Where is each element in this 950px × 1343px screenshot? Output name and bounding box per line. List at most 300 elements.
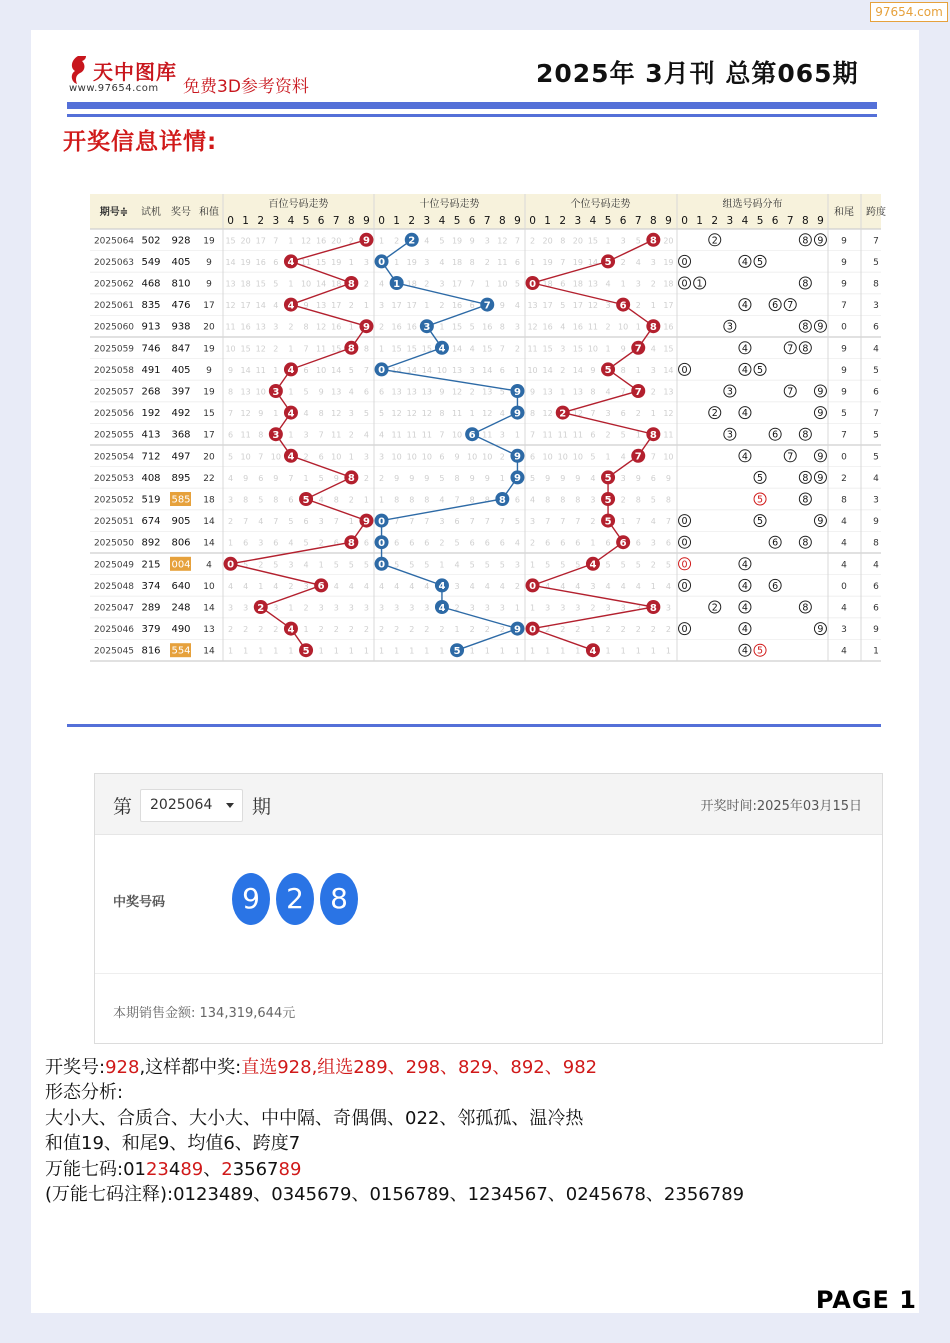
omission-count: 4 [409, 581, 415, 591]
omission-count: 1 [288, 344, 294, 354]
sales-amount: 本期销售金额: 134,319,644元 [113, 1006, 296, 1021]
cell-test: 491 [141, 364, 161, 376]
group-digit: 0 [681, 516, 688, 528]
omission-count: 5 [499, 560, 505, 570]
omission-count: 2 [228, 625, 234, 635]
omission-count: 6 [228, 430, 234, 440]
omission-count: 1 [273, 646, 279, 656]
cell-test: 892 [141, 537, 161, 549]
omission-count: 13 [331, 387, 342, 397]
omission-count: 4 [590, 473, 596, 483]
omission-count: 11 [316, 344, 327, 354]
trend-ball-digit: 5 [604, 494, 612, 506]
omission-count: 13 [572, 387, 583, 397]
omission-count: 2 [590, 603, 596, 613]
cell-span: 7 [873, 409, 879, 420]
omission-count: 17 [572, 301, 583, 311]
omission-count: 5 [318, 473, 324, 483]
group-digit: 0 [681, 256, 688, 268]
omission-count: 3 [454, 581, 460, 591]
cell-sum: 9 [206, 257, 212, 268]
omission-count: 3 [348, 409, 354, 419]
group-digit: 7 [787, 300, 794, 312]
omission-count: 4 [635, 581, 641, 591]
digit-header: 6 [771, 215, 779, 227]
omission-count: 4 [499, 581, 505, 591]
trend-ball-digit: 4 [438, 602, 446, 614]
omission-count: 1 [424, 646, 430, 656]
omission-count: 10 [557, 452, 568, 462]
group-digit: 9 [817, 235, 824, 247]
omission-count: 3 [605, 409, 611, 419]
cell-issue: 2025053 [93, 473, 135, 484]
omission-count: 2 [514, 344, 520, 354]
omission-count: 16 [542, 322, 553, 332]
omission-count: 17 [406, 301, 417, 311]
cell-sum: 4 [206, 560, 212, 571]
omission-count: 2 [635, 301, 641, 311]
panel-header [95, 774, 882, 835]
omission-count: 6 [243, 538, 249, 548]
omission-count: 1 [469, 409, 475, 419]
omission-count: 20 [240, 236, 251, 246]
omission-count: 5 [273, 560, 279, 570]
omission-count: 9 [469, 473, 475, 483]
omission-count: 6 [499, 365, 505, 375]
omission-count: 1 [273, 409, 279, 419]
omission-count: 1 [635, 365, 641, 375]
omission-count: 2 [545, 625, 551, 635]
cell-tail: 0 [841, 452, 847, 463]
group-digit: 0 [681, 580, 688, 592]
omission-count: 2 [590, 517, 596, 527]
omission-count: 1 [484, 646, 490, 656]
cell-draw: 905 [171, 516, 191, 528]
omission-count: 3 [424, 603, 430, 613]
omission-count: 12 [587, 301, 599, 311]
omission-count: 16 [391, 322, 402, 332]
omission-count: 3 [333, 603, 339, 613]
omission-count: 2 [243, 625, 249, 635]
omission-count: 4 [379, 430, 385, 440]
omission-count: 4 [303, 560, 309, 570]
cell-test: 379 [141, 624, 161, 636]
cell-span: 1 [873, 646, 879, 657]
omission-count: 13 [527, 301, 538, 311]
omission-count: 1 [288, 646, 294, 656]
omission-count: 3 [514, 322, 520, 332]
trend-ball-digit: 2 [408, 235, 416, 247]
omission-count: 12 [406, 409, 417, 419]
trend-ball-digit: 7 [634, 451, 642, 463]
digit-header: 5 [302, 215, 310, 227]
trend-ball-digit: 0 [529, 581, 537, 593]
omission-count: 11 [255, 365, 266, 375]
omission-count: 1 [288, 387, 294, 397]
cell-span: 5 [873, 365, 879, 376]
omission-count: 1 [363, 495, 369, 505]
omission-count: 1 [318, 560, 324, 570]
cell-sum: 9 [206, 279, 212, 290]
omission-count: 2 [303, 452, 309, 462]
omission-count: 8 [318, 409, 324, 419]
omission-count: 19 [240, 257, 251, 267]
omission-count: 17 [240, 301, 251, 311]
omission-count: 8 [665, 495, 671, 505]
omission-count: 1 [379, 344, 385, 354]
omission-count: 6 [560, 279, 566, 289]
digit-header: 2 [711, 215, 719, 227]
omission-count: 10 [482, 452, 493, 462]
column-header-span: 跨度 [866, 207, 886, 218]
digit-header: 4 [438, 215, 446, 227]
cell-tail: 8 [841, 495, 847, 506]
omission-count: 15 [391, 344, 402, 354]
cell-tail: 7 [841, 301, 847, 312]
omission-count: 16 [451, 301, 463, 311]
group-digit: 4 [741, 559, 748, 571]
section-divider [67, 724, 881, 727]
omission-count: 16 [663, 322, 674, 332]
winning-ball: 2 [276, 873, 314, 925]
omission-count: 12 [225, 301, 236, 311]
omission-count: 7 [620, 387, 626, 397]
omission-count: 16 [316, 236, 327, 246]
omission-count: 6 [424, 538, 430, 548]
omission-count: 11 [663, 430, 674, 440]
group-digit: 0 [681, 537, 688, 549]
omission-count: 6 [273, 257, 279, 267]
group-digit: 9 [817, 386, 824, 398]
cell-test: 674 [141, 516, 161, 528]
omission-count: 2 [303, 603, 309, 613]
omission-count: 4 [605, 581, 611, 591]
omission-count: 2 [348, 495, 354, 505]
cell-issue: 2025063 [93, 257, 135, 268]
digit-header: 8 [499, 215, 506, 227]
omission-count: 1 [605, 344, 611, 354]
cell-sum: 17 [203, 430, 215, 441]
group-digit: 2 [711, 235, 718, 247]
omission-count: 3 [665, 603, 671, 613]
omission-count: 5 [439, 236, 445, 246]
omission-count: 1 [560, 646, 566, 656]
omission-count: 3 [590, 495, 596, 505]
trend-ball-digit: 4 [438, 343, 446, 355]
omission-count: 1 [635, 430, 641, 440]
omission-count: 14 [225, 257, 236, 267]
trend-ball-digit: 5 [453, 646, 461, 657]
trend-ball-digit: 9 [513, 408, 521, 420]
cell-test: 413 [141, 429, 161, 441]
group-digit: 3 [726, 429, 733, 441]
omission-count: 1 [575, 646, 581, 656]
omission-count: 9 [439, 387, 445, 397]
omission-count: 5 [469, 560, 475, 570]
cell-span: 6 [873, 322, 879, 333]
omission-count: 13 [663, 387, 674, 397]
omission-count: 3 [439, 517, 445, 527]
omission-count: 14 [255, 301, 266, 311]
omission-count: 4 [650, 517, 656, 527]
omission-count: 1 [258, 581, 264, 591]
omission-count: 2 [484, 625, 490, 635]
omission-count: 5 [620, 430, 626, 440]
omission-count: 1 [514, 646, 520, 656]
omission-count: 17 [391, 301, 402, 311]
omission-count: 10 [587, 344, 599, 354]
trend-ball-digit: 8 [347, 473, 355, 485]
trend-ball-digit: 5 [302, 494, 310, 506]
trend-ball-digit: 0 [227, 559, 235, 571]
omission-count: 8 [228, 387, 234, 397]
omission-count: 2 [499, 452, 505, 462]
cell-draw: 405 [171, 364, 191, 376]
omission-count: 2 [409, 625, 415, 635]
cell-draw: 397 [171, 386, 191, 398]
omission-count: 4 [303, 409, 309, 419]
group-digit: 8 [802, 429, 809, 441]
code-part-hit: 23 [145, 1158, 169, 1180]
omission-count: 4 [379, 279, 385, 289]
omission-count: 10 [451, 430, 463, 440]
trend-ball-digit: 9 [513, 451, 521, 463]
omission-count: 14 [542, 365, 553, 375]
omission-count: 13 [482, 387, 493, 397]
cell-test: 268 [141, 386, 161, 398]
omission-count: 8 [394, 495, 400, 505]
code-part: 4 [168, 1158, 181, 1180]
section-header: 组选号码分布 [722, 199, 783, 210]
omission-count: 2 [469, 387, 475, 397]
omission-count: 12 [482, 409, 493, 419]
omission-count: 4 [424, 581, 430, 591]
omission-count: 5 [228, 452, 234, 462]
omission-count: 14 [391, 365, 402, 375]
omission-count: 16 [331, 322, 342, 332]
omission-count: 2 [348, 430, 354, 440]
omission-count: 2 [348, 236, 354, 246]
omission-count: 1 [590, 538, 596, 548]
omission-count: 5 [454, 538, 460, 548]
omission-count: 4 [545, 581, 551, 591]
digit-header: 6 [317, 215, 325, 227]
section-header: 百位号码走势 [268, 199, 329, 210]
omission-count: 1 [530, 603, 536, 613]
omission-count: 1 [333, 646, 339, 656]
omission-count: 2 [439, 625, 445, 635]
omission-count: 5 [530, 473, 536, 483]
group-digit: 5 [757, 645, 764, 657]
omission-count: 10 [467, 452, 478, 462]
summary-text: ,这样都中奖: [139, 1057, 242, 1078]
omission-count: 4 [499, 409, 505, 419]
trend-ball-digit: 6 [619, 538, 627, 549]
cell-sum: 14 [203, 538, 215, 549]
omission-count: 7 [439, 430, 445, 440]
cell-sum: 10 [203, 581, 215, 592]
omission-count: 16 [482, 322, 493, 332]
trend-ball-digit: 8 [347, 278, 355, 290]
cell-span: 8 [873, 279, 879, 290]
omission-count: 4 [575, 581, 581, 591]
omission-count: 5 [575, 560, 581, 570]
cell-tail: 0 [841, 581, 847, 592]
group-digit: 9 [817, 516, 824, 528]
omission-count: 4 [469, 344, 475, 354]
omission-count: 6 [303, 365, 309, 375]
omission-count: 6 [575, 538, 581, 548]
cell-sum: 20 [203, 452, 215, 463]
omission-count: 11 [557, 430, 568, 440]
omission-count: 2 [379, 625, 385, 635]
omission-count: 5 [469, 322, 475, 332]
cell-issue: 2025055 [93, 430, 135, 441]
omission-count: 10 [542, 452, 553, 462]
header-subtitle: 免费3D参考资料 [183, 77, 309, 97]
omission-count: 14 [240, 365, 251, 375]
cell-issue: 2025056 [93, 409, 135, 420]
omission-count: 11 [240, 430, 251, 440]
omission-count: 18 [542, 279, 553, 289]
group-digit: 4 [741, 364, 748, 376]
omission-count: 1 [318, 646, 324, 656]
omission-count: 3 [469, 365, 475, 375]
omission-count: 9 [333, 473, 339, 483]
omission-count: 18 [663, 279, 674, 289]
digit-header: 1 [696, 215, 703, 227]
cell-issue: 2025047 [93, 603, 135, 614]
omission-count: 6 [363, 387, 369, 397]
cell-span: 6 [873, 581, 879, 592]
trend-ball-digit: 8 [347, 343, 355, 355]
group-digit: 6 [772, 580, 779, 592]
omission-count: 15 [240, 344, 251, 354]
cell-span: 6 [873, 387, 879, 398]
group-digit: 0 [681, 559, 688, 571]
omission-count: 8 [469, 495, 475, 505]
trend-ball-digit: 4 [287, 257, 295, 269]
cell-issue: 2025064 [93, 236, 135, 247]
cell-draw: 476 [171, 300, 191, 312]
omission-count: 1 [545, 646, 551, 656]
omission-count: 4 [258, 517, 264, 527]
omission-count: 6 [469, 301, 475, 311]
omission-count: 13 [240, 387, 251, 397]
group-digit: 1 [696, 278, 703, 290]
omission-count: 19 [331, 257, 342, 267]
omission-count: 3 [514, 560, 520, 570]
omission-count: 7 [499, 517, 505, 527]
omission-count: 14 [663, 365, 674, 375]
issue-select[interactable] [140, 789, 243, 822]
group-digit: 3 [726, 386, 733, 398]
cell-draw: 847 [171, 343, 191, 355]
digit-header: 3 [423, 215, 431, 227]
omission-count: 1 [469, 646, 475, 656]
omission-count: 17 [542, 301, 553, 311]
omission-count: 1 [288, 279, 294, 289]
omission-count: 18 [240, 279, 251, 289]
omission-count: 9 [499, 301, 505, 311]
omission-count: 8 [469, 257, 475, 267]
omission-count: 8 [590, 387, 596, 397]
omission-count: 2 [575, 625, 581, 635]
omission-count: 1 [379, 646, 385, 656]
omission-count: 1 [590, 625, 596, 635]
omission-count: 2 [454, 603, 460, 613]
winning-ball: 8 [320, 873, 358, 925]
omission-count: 5 [273, 279, 279, 289]
trend-ball-digit: 3 [272, 386, 280, 398]
trend-ball-digit: 4 [287, 408, 295, 420]
omission-count: 1 [665, 646, 671, 656]
omission-count: 8 [545, 495, 551, 505]
omission-count: 9 [318, 387, 324, 397]
omission-count: 7 [454, 495, 460, 505]
trend-ball-digit: 9 [513, 386, 521, 398]
omission-count: 1 [379, 495, 385, 505]
column-header-test: 试机 [141, 207, 161, 218]
omission-count: 15 [255, 279, 266, 289]
omission-count: 2 [318, 625, 324, 635]
omission-count: 3 [590, 581, 596, 591]
trend-ball-digit: 4 [287, 451, 295, 463]
omission-count: 7 [635, 517, 641, 527]
omission-count: 3 [363, 603, 369, 613]
omission-count: 3 [560, 344, 566, 354]
omission-count: 12 [240, 409, 251, 419]
omission-count: 3 [318, 517, 324, 527]
omission-count: 4 [469, 581, 475, 591]
omission-count: 14 [331, 365, 342, 375]
omission-count: 1 [424, 301, 430, 311]
omission-count: 9 [665, 473, 671, 483]
trend-ball-digit: 1 [393, 278, 401, 290]
cell-draw: 640 [171, 580, 191, 592]
omission-count: 1 [620, 646, 626, 656]
omission-count: 15 [451, 322, 463, 332]
group-digit: 5 [757, 516, 764, 528]
omission-count: 2 [439, 301, 445, 311]
omission-count: 10 [270, 452, 281, 462]
omission-count: 1 [273, 365, 279, 375]
omission-count: 4 [363, 581, 369, 591]
digit-header: 7 [786, 215, 794, 227]
omission-count: 2 [348, 301, 354, 311]
omission-count: 18 [451, 257, 463, 267]
omission-count: 4 [605, 279, 611, 289]
omission-count: 10 [572, 452, 583, 462]
trend-ball-digit: 9 [362, 235, 370, 247]
omission-count: 1 [363, 301, 369, 311]
omission-count: 6 [288, 495, 294, 505]
omission-count: 10 [436, 365, 448, 375]
omission-count: 1 [620, 517, 626, 527]
omission-count: 17 [663, 301, 674, 311]
omission-count: 3 [650, 365, 656, 375]
omission-count: 6 [560, 538, 566, 548]
winning-number-label: 中奖号码 [113, 895, 166, 910]
group-digit: 4 [741, 624, 748, 636]
cell-tail: 4 [841, 538, 847, 549]
group-digit: 7 [787, 343, 794, 355]
cell-span: 6 [873, 603, 879, 614]
trend-ball-digit: 0 [378, 516, 386, 528]
omission-count: 3 [379, 452, 385, 462]
omission-count: 10 [240, 452, 251, 462]
code-part-hit: 2 [221, 1158, 233, 1180]
